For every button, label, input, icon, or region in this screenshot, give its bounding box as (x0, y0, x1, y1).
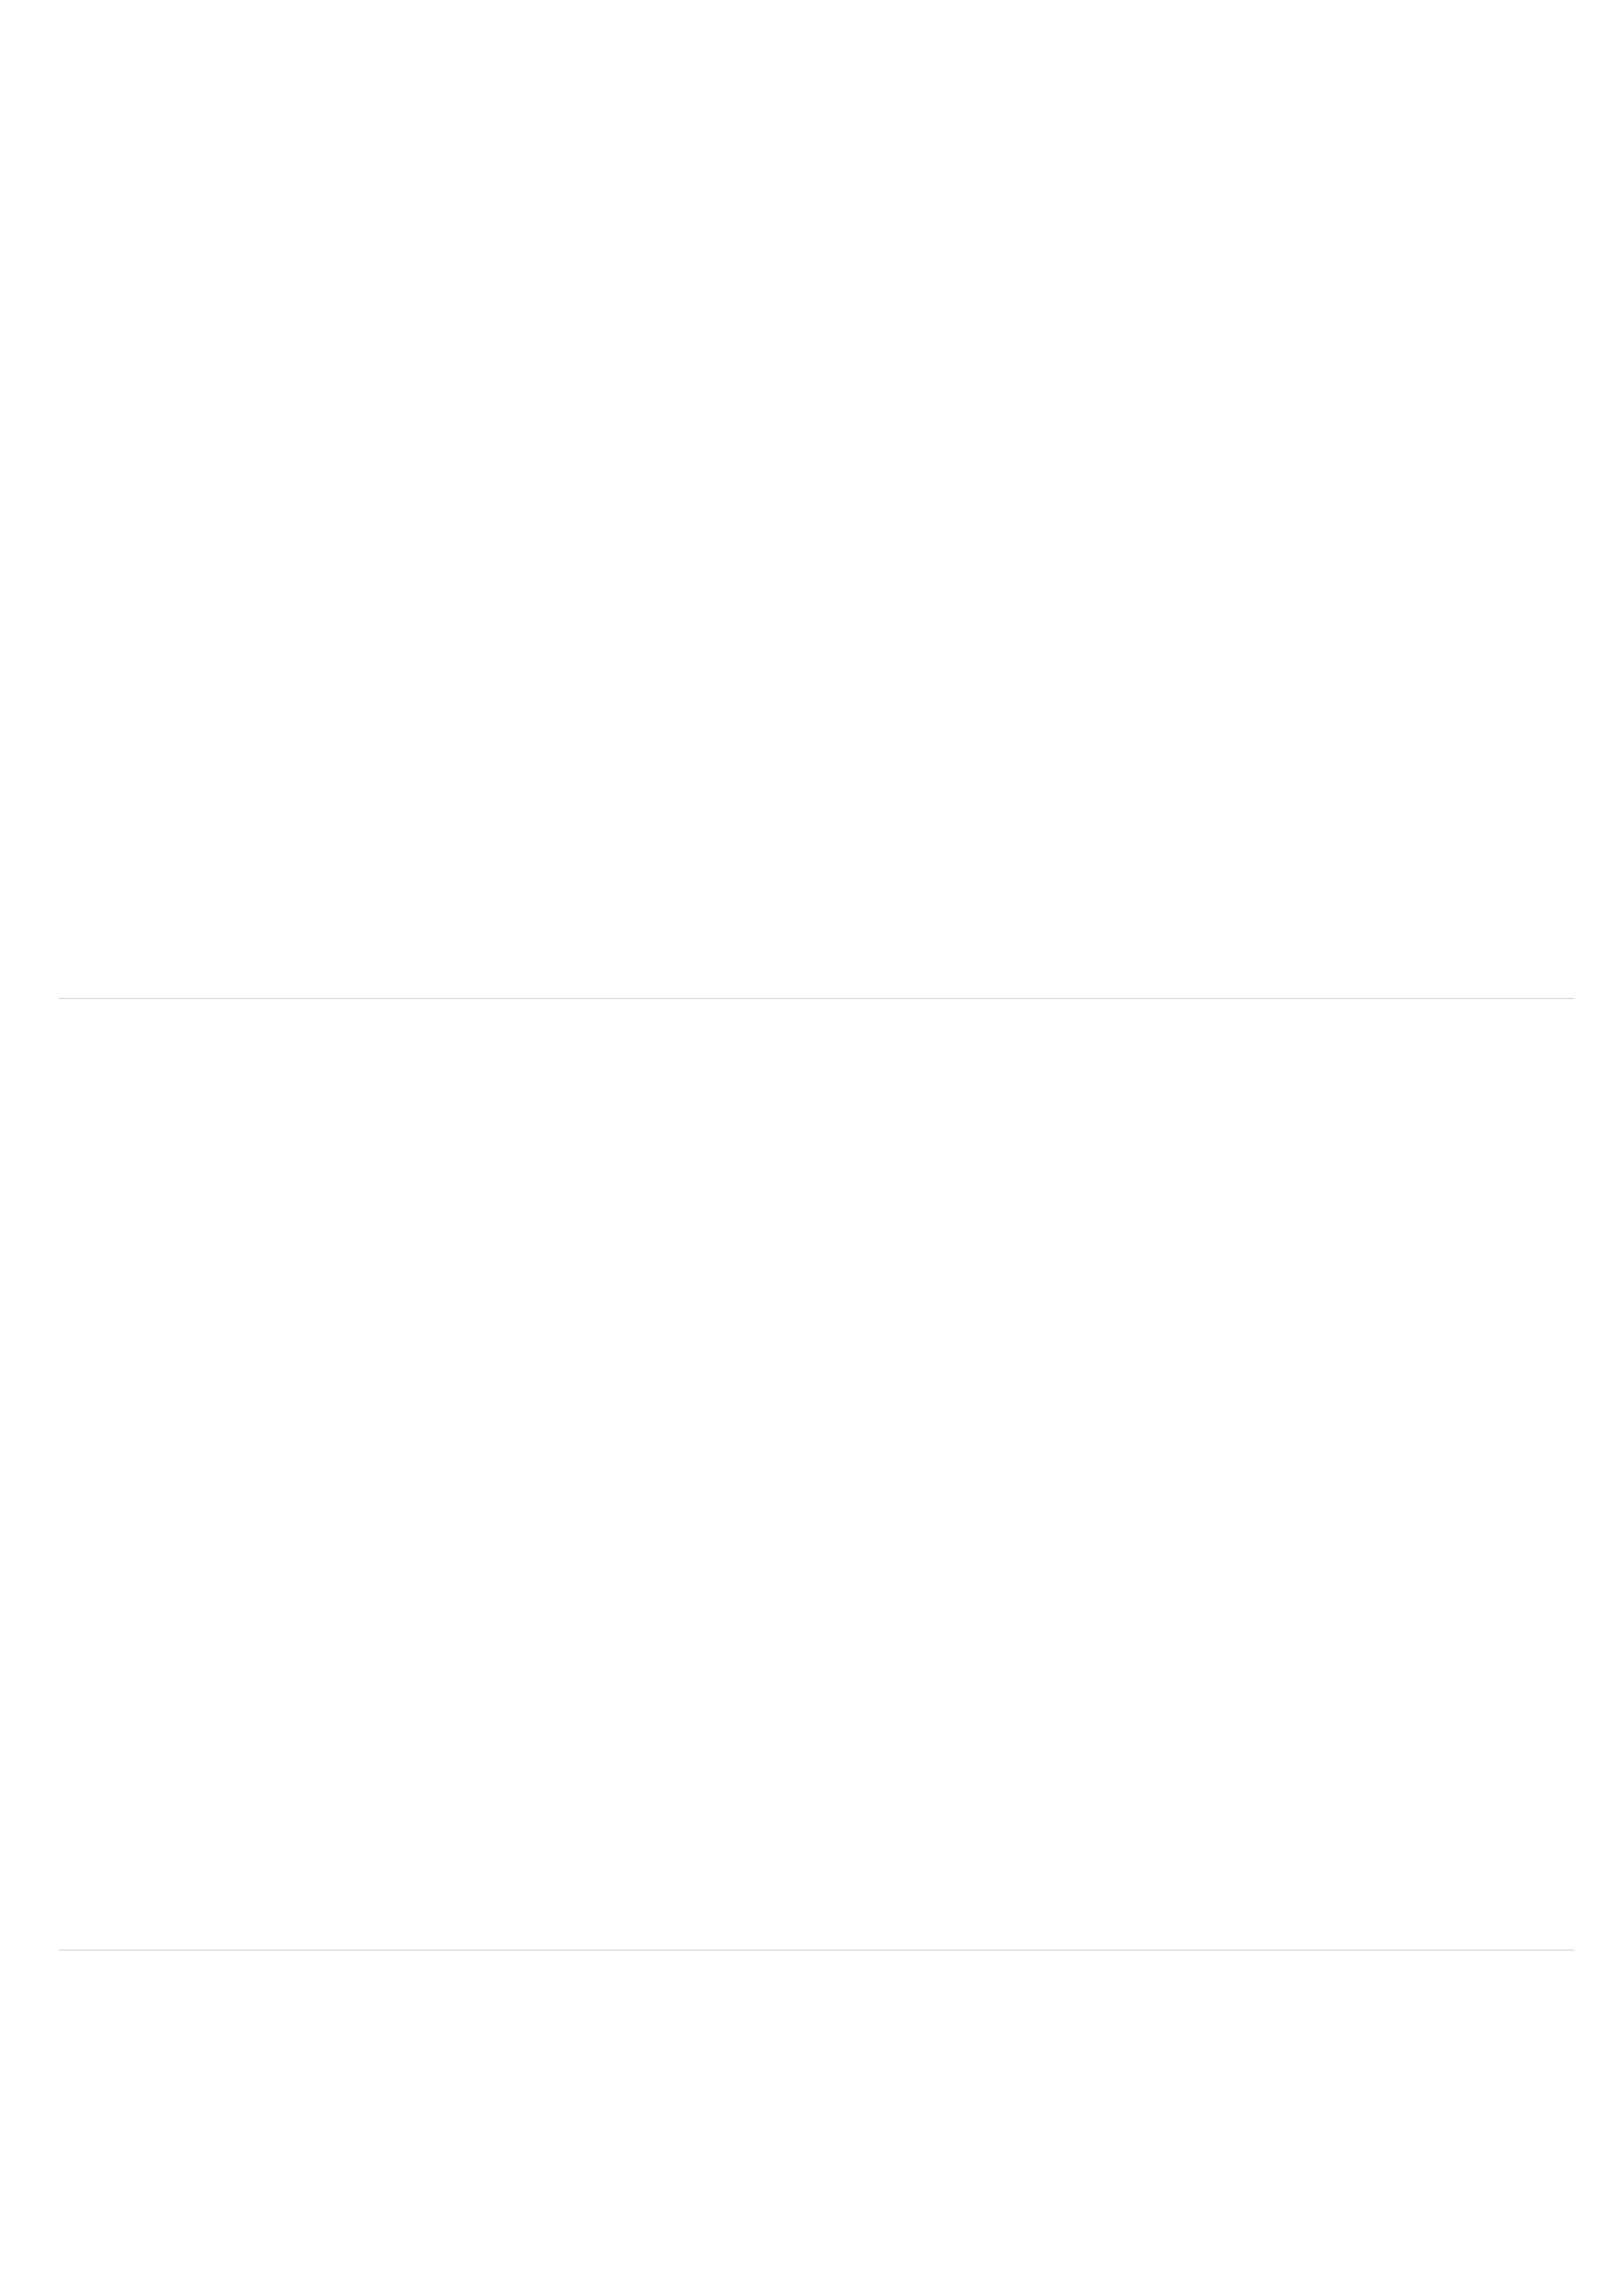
section-divider (58, 998, 1574, 999)
section-divider (58, 1950, 1574, 1951)
